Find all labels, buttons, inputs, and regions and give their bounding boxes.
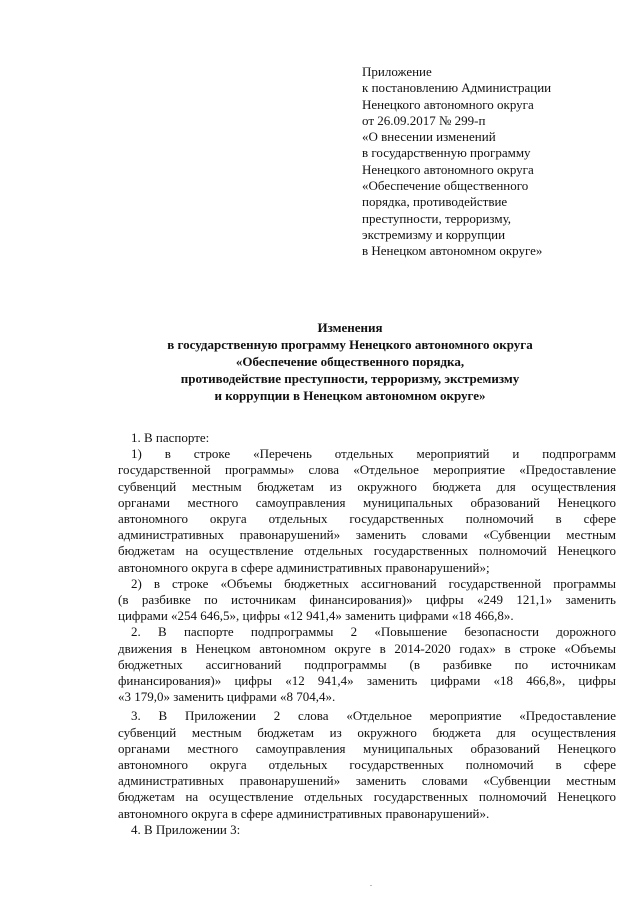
appendix-line: порядка, противодействие <box>362 194 508 210</box>
body-line: автономного округа в сфере административных правонарушений»; <box>118 559 490 575</box>
title-line: и коррупции в Ненецком автономном округе» <box>214 388 486 403</box>
body-line: субвенций местным бюджетам из окружного бюджета для осуществления <box>118 724 616 740</box>
body-line: (в разбивке по источникам финансирования)» цифры «249 121,1» заменить <box>118 592 616 608</box>
body-line: 3. В Приложении 2 слова «Отдельное мероприятие «Предоставление <box>131 708 616 724</box>
title-line: противодействие преступности, терроризму, экстремизму <box>180 371 520 386</box>
appendix-line: преступности, терроризму, <box>362 210 512 226</box>
appendix-line: экстремизму и коррупции <box>362 226 506 242</box>
document-body <box>118 430 616 838</box>
appendix-line: от 26.09.2017 № 299-п <box>362 112 486 128</box>
appendix-line: Ненецкого автономного округа <box>362 161 534 177</box>
body-line: 2. В паспорте подпрограммы 2 «Повышение безопасности дорожного <box>131 624 616 640</box>
body-line: 1) в строке «Перечень отдельных мероприятий и подпрограмм <box>131 446 616 462</box>
body-line: бюджетных ассигнований подпрограммы (в разбивке по источникам <box>118 656 616 672</box>
appendix-line: «Обеспечение общественного <box>362 178 529 194</box>
appendix-line: Ненецкого автономного округа <box>362 96 534 112</box>
body-line: бюджетам на осуществление отдельных государственных полномочий Ненецкого <box>118 543 616 559</box>
body-line: органами местного самоуправления муниципальных образований Ненецкого <box>118 740 616 756</box>
section-heading: 4. В Приложении 3: <box>131 821 241 837</box>
title-line: в государственную программу Ненецкого автономного округа <box>167 337 533 352</box>
body-line: бюджетам на осуществление отдельных государственных полномочий Ненецкого <box>118 789 616 805</box>
document-title <box>80 319 620 404</box>
body-line: «3 179,0» заменить цифрами «8 704,4». <box>118 689 336 705</box>
body-line: автономного округа в сфере административных правонарушений». <box>118 805 490 821</box>
section-heading: 1. В паспорте: <box>131 430 210 445</box>
body-line: административных правонарушений» заменить словами «Субвенции местным <box>118 773 616 789</box>
appendix-line: к постановлению Администрации <box>362 80 552 96</box>
appendix-header <box>362 64 624 260</box>
body-line: финансирования)» цифры «12 941,4» заменить цифрами «18 466,8», цифры <box>118 673 616 689</box>
title-line: «Обеспечение общественного порядка, <box>235 354 465 369</box>
body-line: субвенций местным бюджетам из окружного бюджета для осуществления <box>118 478 616 494</box>
appendix-line: в государственную программу <box>362 145 531 161</box>
appendix-line: Приложение <box>362 64 432 79</box>
body-line: автономного округа отдельных государственных полномочий в сфере <box>118 511 616 527</box>
body-line: движения в Ненецком автономном округе в 2014-2020 годах» в строке «Объемы <box>118 640 616 656</box>
body-line: цифрами «254 646,5», цифры «12 941,4» заменить цифрами «18 466,8». <box>118 608 514 624</box>
body-line: органами местного самоуправления муниципальных образований Ненецкого <box>118 494 616 510</box>
appendix-line: в Ненецком автономном округе» <box>362 243 543 259</box>
body-line: административных правонарушений» заменить словами «Субвенции местным <box>118 527 616 543</box>
scan-speck <box>370 885 372 886</box>
title-line: Изменения <box>317 320 383 335</box>
body-line: государственной программы» слова «Отдельное мероприятие «Предоставление <box>118 462 616 478</box>
appendix-line: «О внесении изменений <box>362 129 496 145</box>
body-line: автономного округа отдельных государственных полномочий в сфере <box>118 757 616 773</box>
body-line: 2) в строке «Объемы бюджетных ассигнований государственной программы <box>131 575 616 591</box>
